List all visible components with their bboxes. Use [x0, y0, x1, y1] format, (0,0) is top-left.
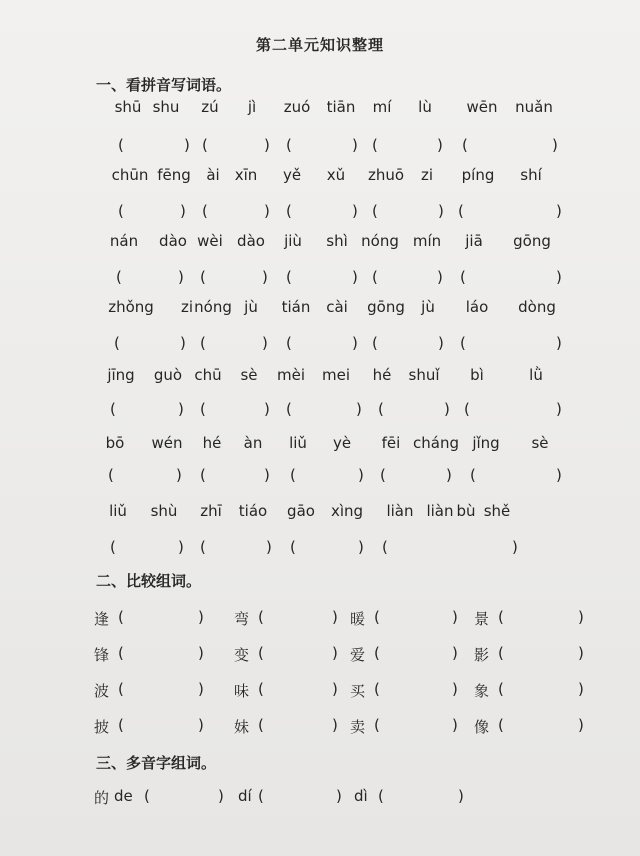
compare-blank-close[interactable]: )	[578, 608, 584, 626]
answer-row	[0, 268, 640, 294]
pinyin-row	[0, 298, 640, 324]
answer-blank-close[interactable]: )	[264, 400, 270, 418]
answer-row	[0, 400, 640, 426]
compare-character: 锋	[94, 646, 110, 664]
compare-character: 波	[94, 682, 110, 700]
answer-blank-close[interactable]: )	[552, 136, 558, 154]
answer-blank-open[interactable]: (	[372, 334, 378, 352]
answer-blank-close[interactable]: )	[262, 334, 268, 352]
answer-blank-open[interactable]: (	[110, 538, 116, 556]
pinyin-syllable: shū	[114, 98, 142, 116]
compare-blank-open[interactable]: (	[258, 680, 264, 698]
pinyin-syllable: gōng	[513, 232, 551, 250]
answer-blank-open[interactable]: (	[200, 466, 206, 484]
answer-blank-close[interactable]: )	[556, 334, 562, 352]
pinyin-syllable: shù	[150, 502, 178, 520]
pinyin-syllable: xīn	[234, 166, 258, 184]
answer-blank-close[interactable]: )	[352, 268, 358, 286]
answer-blank-close[interactable]: )	[352, 334, 358, 352]
compare-blank-open[interactable]: (	[498, 608, 504, 626]
polyphone-blank-open[interactable]: (	[378, 787, 384, 805]
pinyin-syllable: zi	[180, 298, 194, 316]
compare-blank-open[interactable]: (	[498, 716, 504, 734]
pinyin-syllable: shu	[152, 98, 180, 116]
answer-blank-open[interactable]: (	[114, 334, 120, 352]
answer-blank-close[interactable]: )	[178, 268, 184, 286]
polyphone-blank-close[interactable]: )	[218, 787, 224, 805]
compare-blank-open[interactable]: (	[374, 608, 380, 626]
pinyin-syllable: fēi	[381, 434, 401, 452]
pinyin-syllable: mèi	[276, 366, 306, 384]
pinyin-row	[0, 98, 640, 124]
answer-blank-open[interactable]: (	[118, 136, 124, 154]
answer-blank-close[interactable]: )	[180, 202, 186, 220]
pinyin-syllable: jì	[247, 98, 257, 116]
answer-blank-close[interactable]: )	[446, 466, 452, 484]
answer-blank-close[interactable]: )	[264, 202, 270, 220]
answer-blank-close[interactable]: )	[437, 136, 443, 154]
compare-blank-close[interactable]: )	[452, 680, 458, 698]
pinyin-syllable: mí	[372, 98, 392, 116]
answer-row	[0, 136, 640, 162]
answer-blank-close[interactable]: )	[358, 538, 364, 556]
page-title: 第二单元知识整理	[255, 36, 384, 54]
answer-blank-close[interactable]: )	[262, 268, 268, 286]
pinyin-syllable: shuǐ	[408, 366, 440, 384]
compare-character: 影	[474, 646, 490, 664]
answer-blank-close[interactable]: )	[444, 400, 450, 418]
pinyin-syllable: hé	[202, 434, 222, 452]
compare-blank-close[interactable]: )	[452, 608, 458, 626]
pinyin-syllable: yě	[282, 166, 302, 184]
answer-blank-open[interactable]: (	[200, 268, 206, 286]
pinyin-syllable: wēn	[466, 98, 498, 116]
polyphone-exercise	[0, 787, 640, 813]
compare-character: 象	[474, 682, 490, 700]
pinyin-row	[0, 502, 640, 528]
section-heading-polyphone: 三、多音字组词。	[96, 754, 217, 772]
pinyin-syllable: nóng	[194, 298, 232, 316]
pinyin-syllable: sè	[531, 434, 549, 452]
polyphone-reading: de	[114, 787, 133, 805]
compare-character: 景	[474, 610, 490, 628]
answer-blank-open[interactable]: (	[200, 334, 206, 352]
answer-blank-close[interactable]: )	[178, 538, 184, 556]
answer-blank-open[interactable]: (	[290, 538, 296, 556]
pinyin-syllable: ài	[206, 166, 220, 184]
answer-blank-close[interactable]: )	[556, 466, 562, 484]
answer-blank-open[interactable]: (	[286, 202, 292, 220]
pinyin-syllable: shì	[326, 232, 348, 250]
pinyin-syllable: lǜ	[529, 366, 543, 384]
pinyin-syllable: nuǎn	[515, 98, 553, 116]
pinyin-syllable: liǔ	[289, 434, 307, 452]
pinyin-syllable: mín	[412, 232, 442, 250]
pinyin-syllable: chūn	[111, 166, 149, 184]
pinyin-syllable: hé	[372, 366, 392, 384]
answer-blank-open[interactable]: (	[110, 400, 116, 418]
polyphone-reading: dì	[354, 787, 368, 805]
pinyin-syllable: shí	[520, 166, 542, 184]
pinyin-syllable: dòng	[518, 298, 556, 316]
compare-blank-close[interactable]: )	[198, 608, 204, 626]
compare-blank-close[interactable]: )	[578, 716, 584, 734]
compare-blank-close[interactable]: )	[452, 644, 458, 662]
answer-blank-open[interactable]: (	[286, 400, 292, 418]
compare-character: 变	[234, 646, 250, 664]
pinyin-syllable: guò	[153, 366, 183, 384]
answer-blank-close[interactable]: )	[358, 466, 364, 484]
pinyin-syllable: xǔ	[326, 166, 346, 184]
answer-blank-open[interactable]: (	[470, 466, 476, 484]
answer-blank-close[interactable]: )	[184, 136, 190, 154]
answer-blank-close[interactable]: )	[438, 202, 444, 220]
answer-blank-open[interactable]: (	[286, 268, 292, 286]
compare-blank-open[interactable]: (	[374, 716, 380, 734]
answer-blank-open[interactable]: (	[290, 466, 296, 484]
pinyin-syllable: wèi	[197, 232, 223, 250]
answer-blank-open[interactable]: (	[200, 400, 206, 418]
pinyin-syllable: cháng	[413, 434, 459, 452]
pinyin-syllable: lù	[418, 98, 432, 116]
answer-blank-open[interactable]: (	[382, 538, 388, 556]
answer-row	[0, 538, 640, 564]
pinyin-syllable: zi	[420, 166, 434, 184]
answer-row	[0, 334, 640, 360]
compare-blank-close[interactable]: )	[578, 644, 584, 662]
pinyin-syllable: dào	[237, 232, 265, 250]
compare-character: 买	[350, 682, 366, 700]
pinyin-syllable: zú	[201, 98, 219, 116]
pinyin-syllable: jīng	[107, 366, 135, 384]
answer-blank-open[interactable]: (	[200, 538, 206, 556]
compare-blank-open[interactable]: (	[118, 608, 124, 626]
pinyin-syllable: nán	[109, 232, 139, 250]
compare-blank-close[interactable]: )	[198, 716, 204, 734]
compare-blank-close[interactable]: )	[198, 644, 204, 662]
answer-blank-close[interactable]: )	[438, 334, 444, 352]
answer-blank-close[interactable]: )	[556, 268, 562, 286]
pinyin-syllable: jiā	[465, 232, 483, 250]
answer-blank-open[interactable]: (	[460, 334, 466, 352]
pinyin-syllable: bō	[105, 434, 125, 452]
pinyin-syllable: jǐng	[472, 434, 500, 452]
pinyin-syllable: bì	[470, 366, 484, 384]
compare-blank-close[interactable]: )	[578, 680, 584, 698]
answer-blank-close[interactable]: )	[264, 466, 270, 484]
pinyin-syllable: liàn	[426, 502, 454, 520]
compare-blank-open[interactable]: (	[118, 680, 124, 698]
pinyin-syllable: tián	[281, 298, 311, 316]
compare-character: 弯	[234, 610, 250, 628]
compare-blank-open[interactable]: (	[118, 716, 124, 734]
pinyin-syllable: liàn	[386, 502, 414, 520]
pinyin-syllable: gāo	[287, 502, 315, 520]
polyphone-character: 的	[94, 789, 110, 807]
compare-character: 爱	[350, 646, 366, 664]
pinyin-syllable: mei	[321, 366, 351, 384]
polyphone-blank-open[interactable]: (	[258, 787, 264, 805]
answer-blank-open[interactable]: (	[460, 268, 466, 286]
compare-row	[0, 680, 640, 706]
pinyin-syllable: zhuō	[367, 166, 405, 184]
compare-character: 暖	[350, 610, 366, 628]
pinyin-syllable: tiān	[326, 98, 356, 116]
compare-row	[0, 644, 640, 670]
pinyin-syllable: láo	[465, 298, 489, 316]
pinyin-syllable: bù	[456, 502, 476, 520]
answer-blank-close[interactable]: )	[556, 400, 562, 418]
answer-blank-open[interactable]: (	[464, 400, 470, 418]
answer-blank-open[interactable]: (	[202, 202, 208, 220]
compare-blank-close[interactable]: )	[198, 680, 204, 698]
compare-row	[0, 608, 640, 634]
compare-blank-open[interactable]: (	[498, 644, 504, 662]
pinyin-syllable: gōng	[367, 298, 405, 316]
polyphone-blank-open[interactable]: (	[144, 787, 150, 805]
compare-blank-open[interactable]: (	[258, 608, 264, 626]
answer-blank-open[interactable]: (	[378, 400, 384, 418]
answer-blank-close[interactable]: )	[176, 466, 182, 484]
pinyin-syllable: jù	[421, 298, 435, 316]
pinyin-syllable: xìng	[330, 502, 364, 520]
answer-blank-open[interactable]: (	[286, 334, 292, 352]
pinyin-row	[0, 434, 640, 460]
pinyin-syllable: yè	[332, 434, 352, 452]
compare-row	[0, 716, 640, 742]
pinyin-syllable: shě	[483, 502, 511, 520]
answer-blank-open[interactable]: (	[372, 136, 378, 154]
answer-blank-open[interactable]: (	[116, 268, 122, 286]
compare-character: 妹	[234, 718, 250, 736]
pinyin-syllable: tiáo	[238, 502, 268, 520]
answer-blank-open[interactable]: (	[372, 202, 378, 220]
pinyin-syllable: zhī	[200, 502, 222, 520]
compare-blank-close[interactable]: )	[332, 680, 338, 698]
answer-blank-close[interactable]: )	[437, 268, 443, 286]
compare-character: 像	[474, 718, 490, 736]
pinyin-syllable: àn	[243, 434, 263, 452]
answer-blank-open[interactable]: (	[286, 136, 292, 154]
pinyin-syllable: zhǒng	[108, 298, 154, 316]
pinyin-syllable: píng	[461, 166, 495, 184]
pinyin-row	[0, 232, 640, 258]
polyphone-blank-close[interactable]: )	[458, 787, 464, 805]
compare-blank-open[interactable]: (	[118, 644, 124, 662]
compare-blank-open[interactable]: (	[374, 644, 380, 662]
answer-blank-close[interactable]: )	[352, 136, 358, 154]
answer-blank-close[interactable]: )	[512, 538, 518, 556]
polyphone-reading: dí	[238, 787, 252, 805]
pinyin-syllable: jiù	[284, 232, 302, 250]
answer-blank-open[interactable]: (	[462, 136, 468, 154]
compare-blank-open[interactable]: (	[374, 680, 380, 698]
pinyin-syllable: dào	[159, 232, 187, 250]
answer-row	[0, 202, 640, 228]
answer-blank-close[interactable]: )	[266, 538, 272, 556]
answer-row	[0, 466, 640, 492]
compare-blank-close[interactable]: )	[332, 608, 338, 626]
pinyin-syllable: sè	[240, 366, 258, 384]
pinyin-syllable: cài	[326, 298, 348, 316]
answer-blank-open[interactable]: (	[108, 466, 114, 484]
answer-blank-open[interactable]: (	[380, 466, 386, 484]
polyphone-blank-close[interactable]: )	[336, 787, 342, 805]
pinyin-syllable: wén	[151, 434, 183, 452]
compare-character: 卖	[350, 718, 366, 736]
answer-blank-close[interactable]: )	[352, 202, 358, 220]
pinyin-syllable: zuó	[283, 98, 311, 116]
section-heading-pinyin: 一、看拼音写词语。	[96, 76, 232, 94]
pinyin-syllable: chū	[194, 366, 222, 384]
compare-blank-close[interactable]: )	[332, 716, 338, 734]
answer-blank-close[interactable]: )	[180, 334, 186, 352]
compare-character: 披	[94, 718, 110, 736]
answer-blank-open[interactable]: (	[372, 268, 378, 286]
compare-blank-open[interactable]: (	[258, 644, 264, 662]
pinyin-syllable: liǔ	[109, 502, 127, 520]
answer-blank-close[interactable]: )	[264, 136, 270, 154]
compare-character: 逢	[94, 610, 110, 628]
pinyin-row	[0, 366, 640, 392]
pinyin-row	[0, 166, 640, 192]
compare-blank-open[interactable]: (	[258, 716, 264, 734]
pinyin-syllable: nóng	[361, 232, 399, 250]
compare-blank-close[interactable]: )	[452, 716, 458, 734]
answer-blank-close[interactable]: )	[178, 400, 184, 418]
section-heading-compare: 二、比较组词。	[96, 572, 202, 590]
answer-blank-close[interactable]: )	[356, 400, 362, 418]
answer-blank-open[interactable]: (	[458, 202, 464, 220]
compare-blank-open[interactable]: (	[498, 680, 504, 698]
compare-blank-close[interactable]: )	[332, 644, 338, 662]
answer-blank-open[interactable]: (	[118, 202, 124, 220]
compare-character: 味	[234, 682, 250, 700]
answer-blank-close[interactable]: )	[556, 202, 562, 220]
pinyin-syllable: jù	[244, 298, 258, 316]
answer-blank-open[interactable]: (	[202, 136, 208, 154]
pinyin-syllable: fēng	[157, 166, 191, 184]
